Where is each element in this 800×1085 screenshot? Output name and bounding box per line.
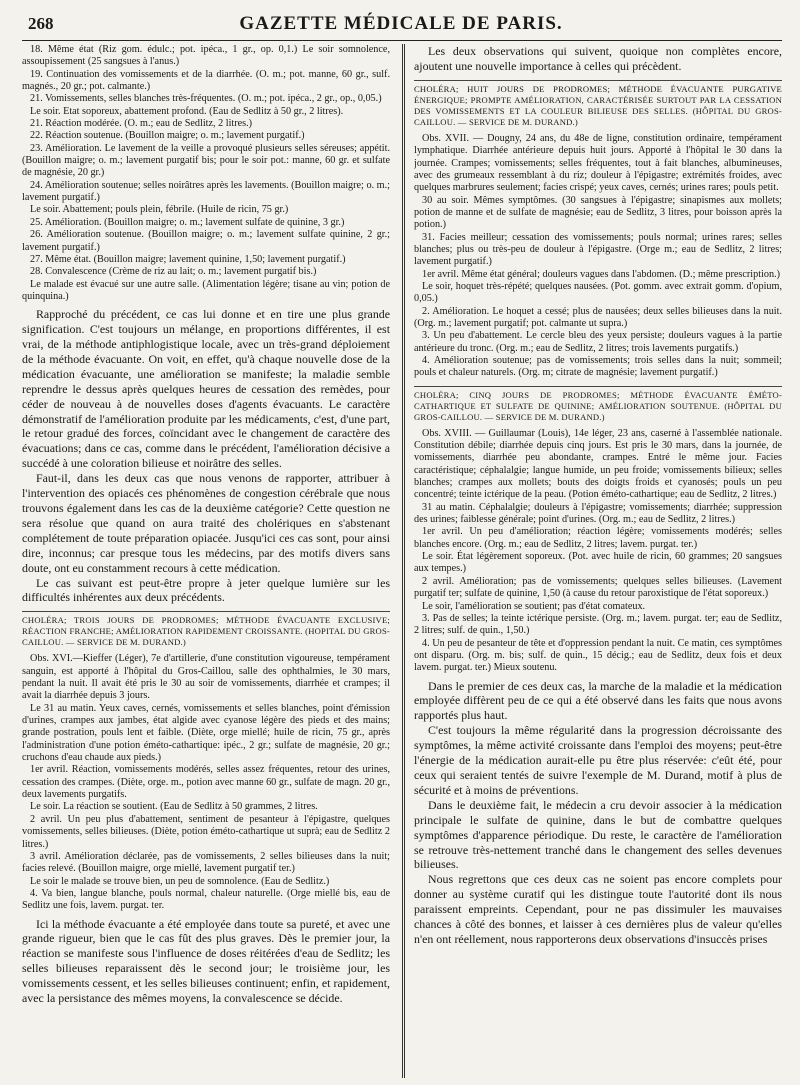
- case16-heading: CHOLÉRA; TROIS JOURS DE PRODROMES; MÉTHODE ÉVACUANTE EXCLUSIVE; RÉACTION FRANCHE; AMÉLIORATION RAPIDEMENT CROISSANTE. (HOPITAL DU GROS-CAILLOU. — SERVICE DE M. DURAND.): [22, 615, 390, 648]
- paragraph: 25. Amélioration. (Bouillon maigre; o. m.; lavement sulfate de quinine, 3 gr.): [30, 216, 345, 228]
- paragraph: Les deux observations qui suivent, quoique non complètes encore, ajoutent une nouvelle importance à celles qui précèdent.: [414, 44, 782, 73]
- paragraph: 3. Pas de selles; la teinte ictérique persiste. (Org. m.; lavem. purgat. ter; eau de Sedlitz, 2 litres; sulf. de quin., 1,50.): [414, 612, 782, 637]
- paragraph: Le cas suivant est peut-être propre à jeter quelque lumière sur les difficultés inhérentes aux deux précédents.: [22, 575, 390, 605]
- page-number: 268: [28, 14, 54, 33]
- paragraph: Nous regrettons que ces deux cas ne soient pas encore complets pour donner au système curatif qui les distingue toute l'autorité dont ils nous paraissent empreints. Cependant, pour ne pas dissimuler les mauvaises chances à côté des bonnes, et laisser à ces dernières plus de valeur qu'elles n'en ont réellement, nous rapporterons deux observations d'insuccès prises: [414, 872, 782, 946]
- closing-left: [22, 917, 390, 1006]
- closing-right: [414, 679, 782, 947]
- paragraph: 4. Un peu de pesanteur de tête et d'oppression pendant la nuit. Ce matin, ces symptômes ont disparu. (Org. m. bis; sulf. de quin., 15 décig.; eau de Sedlitz, deux fois et deux lavem. purgat. ter.) Mieux soutenu.: [414, 637, 782, 674]
- case15-days: [22, 44, 390, 303]
- page-header: [22, 10, 780, 40]
- paragraph: 4. Amélioration soutenue; pas de vomissements; trois selles dans la nuit; sommeil; pouls et chaleur naturels. (Org. m; citrate de magnésie; lavement purgatif.): [414, 355, 782, 379]
- paragraph: Le soir. La réaction se soutient. (Eau de Sedlitz à 50 grammes, 2 litres.: [30, 801, 318, 813]
- case18-body: [414, 428, 782, 675]
- paragraph: Le 31 au matin. Yeux caves, cernés, vomissements et selles blanches, point d'émission d'urines, crampes aux jambes, état algide avec cyanose légère des pieds et des mains; grande postration, pouls lent et faible. (Diète, orge miellé; huile de ricin, 75 gr., après l'administration d'une potion éméto-cathartique: ipéc., 2 gr.; sulfate de magnésie, 20 gr.; cruchons d'eau chaude aux pieds.): [22, 702, 390, 764]
- paragraph: 19. Continuation des vomissements et de la diarrhée. (O. m.; pot. manne, 60 gr., sulf. magnés., 20 gr.; pot. calmante.): [22, 68, 390, 93]
- paragraph: 2 avril. Un peu plus d'abattement, sentiment de pesanteur à l'épigastre, quelques vomissements, selles bilieuses. (Diète, potion éméto-cathartique ut suprà; eau de Sedlitz 2 litres.): [22, 813, 390, 850]
- paragraph: 31 au matin. Céphalalgie; douleurs à l'épigastre; vomissements; diarrhée; suppression des urines; faiblesse générale; point d'urines. (Org. m.; eau de Sedlitz, 2 litres.): [414, 501, 782, 526]
- paragraph: 3. Un peu d'abattement. Le cercle bleu des yeux persiste; douleurs vagues à la partie antérieure du tronc. (Org. m.; eau de Sedlitz, 2 litres; trois lavements purgatifs.): [414, 330, 782, 354]
- paragraph: 18. Même état (Riz gom. édulc.; pot. ipéca., 1 gr., op. 0,1.) Le soir somnolence, assoupissement (25 sangsues à l'anus.): [22, 44, 390, 68]
- paragraph: Le soir. Abattement; pouls plein, fébrile. (Huile de ricin, 75 gr.): [30, 204, 289, 216]
- right-column: [414, 44, 782, 1078]
- paragraph: Dans le premier de ces deux cas, la marche de la maladie et la médication employée diffèrent peu de ce qui a été observé dans les faits que nous avons rapportés plus haut.: [414, 678, 782, 723]
- paragraph: 27. Même état. (Bouillon maigre; lavement quinine, 1,50; lavement purgatif.): [30, 253, 346, 265]
- column-separator: [402, 44, 405, 1078]
- paragraph: 1er avril. Même état général; douleurs vagues dans l'abdomen. (D.; même prescription.): [422, 268, 780, 280]
- paragraph: Le soir, hoquet très-répété; quelques nausées. (Pot. gomm. avec extrait gomm. d'opium, 0,05.): [414, 280, 782, 305]
- paragraph: 21. Réaction modérée. (O. m.; eau de Sedlitz, 2 litres.): [30, 118, 253, 130]
- paragraph: Le soir. État légèrement soporeux. (Pot. avec huile de ricin, 60 grammes; 20 sangsues aux tempes.): [414, 551, 782, 575]
- paragraph: Le soir, l'amélioration se soutient; pas d'état comateux.: [422, 600, 646, 612]
- paragraph: 3 avril. Amélioration déclarée, pas de vomissements, 2 selles bilieuses dans la nuit; facies relevé. (Bouillon maigre, orge miellé, lavement purgatif ter.): [22, 850, 390, 875]
- case-heading: [22, 611, 390, 648]
- paragraph: 21. Vomissements, selles blanches très-fréquentes. (O. m.; pot. ipéca., 2 gr., op., 0,05.): [30, 93, 382, 105]
- paragraph: 24. Amélioration soutenue; selles noirâtres après les lavements. (Bouillon maigre; o. m.; lavement purgatif.): [22, 179, 390, 204]
- paragraph: Faut-il, dans les deux cas que nous venons de rapporter, attribuer à l'intervention des opiacés ces phénomènes de congestion cérébrale que nous trouvons également dans les cas de la deuxième catégorie? Cette question ne sera résolue que quand on aura traité des cholériques en s'abstenant complétement de toute préparation opiacée. Jusqu'ici ces cas sont, pour ainsi dire, inconnus; car presque tous les médecins, par des motifs divers sans doute, ont eu constamment recours à cette médication.: [22, 471, 390, 575]
- paragraph: Le soir. Etat soporeux, abattement profond. (Eau de Sedlitz à 50 gr., 2 litres).: [30, 105, 344, 117]
- paragraph: 30 au soir. Mêmes symptômes. (30 sangsues à l'épigastre; sinapismes aux mollets; potion de manne et de sulfate de magnésie; eau de Sedlitz, 3 litres, pour boisson après la potion.): [414, 194, 782, 231]
- case18-heading: CHOLÉRA; CINQ JOURS DE PRODROMES; MÉTHODE ÉVACUANTE ÉMÉTO-CATHARTIQUE ET SULFATE DE QUININE; AMÉLIORATION SOUTENUE. (HÔPITAL DU GROS-CAILLOU. — SERVICE DE M. DURAND.): [414, 389, 782, 422]
- paragraph: 22. Réaction soutenue. (Bouillon maigre; o. m.; lavement purgatif.): [30, 130, 305, 142]
- paragraph: 26. Amélioration soutenue. (Bouillon maigre; o. m.; lavement sulfate quinine, 2 gr.; lavement purgatif.): [22, 229, 390, 253]
- case17-body: [414, 133, 782, 380]
- case17-heading: CHOLÉRA; HUIT JOURS DE PRODROMES; MÉTHODE ÉVACUANTE PURGATIVE ÉNERGIQUE; PROMPTE AMÉLIORATION, CARACTÉRISÉE SURTOUT PAR LA CESSATION DES VOMISSEMENTS ET LA COULEUR BILIEUSE DES SELLES. (HÔPITAL DU GROS-CAILLOU. — SERVICE DE M. DURAND.): [414, 83, 782, 127]
- paragraph: Dans le deuxième fait, le médecin a cru devoir associer à la médication principale le sulfate de quinine, dans le but de combattre quelques symptômes d'apparence périodique. Du reste, le caractère de l'amélioration se retrouve très-nettement tranché dans le changement des selles devenues bilieuses.: [414, 797, 782, 872]
- paragraph: 31. Facies meilleur; cessation des vomissements; pouls normal; urines rares; selles blanches; plus ou très-peu de douleur à l'épigastre. (Orge m.; eau de Sedlitz, 2 litres; lavement purgatif.): [414, 231, 782, 268]
- case-heading: [414, 80, 782, 128]
- paragraph: 1er avril. Un peu d'amélioration; réaction légère; vomissements modérés; selles blanches encore. (Org. m.; eau de Sedlitz, 2 litres; lavem. purgat. ter.): [414, 526, 782, 550]
- paragraph: 23. Amélioration. Le lavement de la veille a provoqué plusieurs selles séreuses; appétit. (Bouillon maigre; o. m.; lavement purgatif bis; pour le soir pot.: manne, 60 gr. et sulfate de magnésie, 20 gr.): [22, 142, 390, 179]
- paragraph: 4. Va bien, langue blanche, pouls normal, chaleur naturelle. (Orge miellé bis, eau de Sedlitz une fois, lavem. purgat. ter.: [22, 887, 390, 912]
- paragraph: 1er avril. Réaction, vomissements modérés, selles assez fréquentes, retour des urines, cessation des crampes. (Diète, orge. m., potion avec manne 60 gr., sulfate de magn. 20 gr., deux lavements purgatifs.: [22, 764, 390, 801]
- case16-body: [22, 653, 390, 912]
- paragraph: Obs. XVI.—Kieffer (Léger), 7e d'artillerie, d'une constitution vigoureuse, tempérament sanguin, est apporté à l'hôpital du Gros-Caillou, salle des ophthalmies, le 30 mars, pendant la nuit. Il avait été pris le 30 au soir de vomissements, diarrhée et crampes; il avait la diarrhée depuis 3 jours.: [22, 653, 390, 702]
- commentary: [22, 307, 390, 605]
- paragraph: Obs. XVIII. — Guillaumar (Louis), 14e léger, 23 ans, caserné à l'assemblée nationale. Constitution débile; diarrhée depuis cinq jours. Est pris le 30 mars, dans la journée, de vomissements, diarrhée peu abondante, crampes. Entré le même jour. Facies caractéristique; céphalalgie; langue humide, un peu froide; vomissements bilieux; selles blanches; crampes aux mollets; bouts des doigts froids et cyanosés; pouls un peu concentré; teinte ictérique de la peau. (Potion éméto-cathartique; eau de Sedlitz, 2 litres.): [414, 427, 782, 501]
- paragraph: Rapproché du précédent, ce cas lui donne et en tire une plus grande signification. C'est toujours un mélange, en proportions différentes, il est vrai, de la méthode antiphlogistique locale, avec un très-grand déploiement de la méthode évacuante. On voit, en effet, qu'à chaque nouvelle dose de la médication évacuante, une amélioration se manifeste; la maladie semble reprendre le dessus après quelques heures de cessation des remèdes, pour céder de nouveau à de nouvelles doses d'agents évacuants. Le caractère démonstratif de l'amélioration produite par les médicaments, c'est, d'une part, le retour gradué des forces, coïncidant avec le changement de caractère des évacuations; dans ce cas, comme dans le précédent, l'amélioration décisive a succédé à une coloration bilieuse et noirâtre des selles.: [22, 307, 390, 471]
- paragraph: 2 avril. Amélioration; pas de vomissements; quelques selles bilieuses. (Lavement purgatif ter; sulfate de quinine, 1,50 (à cause du retour paroxistique de l'état soporeux.): [414, 575, 782, 600]
- header-rule: [22, 40, 782, 41]
- paragraph: Le malade est évacué sur une autre salle. (Alimentation légère; tisane au vin; potion de quinquina.): [22, 278, 390, 302]
- journal-title: GAZETTE MÉDICALE DE PARIS.: [239, 13, 563, 34]
- paragraph: 28. Convalescence (Crème de riz au lait; o. m.; lavement purgatif bis.): [30, 266, 317, 278]
- paragraph: 2. Amélioration. Le hoquet a cessé; plus de nausées; deux selles bilieuses dans la nuit. (Org. m.; lavement purgatif; pot. calmante ut supra.): [414, 305, 782, 329]
- left-column: [22, 44, 390, 1078]
- paragraph: Obs. XVII. — Dougny, 24 ans, du 48e de ligne, constitution ordinaire, tempérament lymphatique. Diarrhée antérieure depuis huit jours. Apporté à l'hôpital le 30 dans la journée. Crampes; vomissements; selles fréquentes, tout à fait blanches, albumineuses, avec des grumeaux ressemblant à du riz; douleur à l'épigastre; extrémités froides, avec quelques marbrures seulement; facies crispé; yeux caves, cernés; urines rares; pouls petit.: [414, 132, 782, 194]
- case-heading: [414, 386, 782, 423]
- paragraph: Ici la méthode évacuante a été employée dans toute sa pureté, et avec une grande rigueur, bien que le cas fût des plus graves. Dès le premier jour, la réaction se manifeste sous l'influence de doses réitérées d'eau de Sedlitz; les selles bilieuses reparaissent dès le second jour; le troisième jour, les vomissements cessent, et les selles bilieuses continuent; enfin, et rapidement, avec la persistance des mêmes moyens, la convalescence se décide.: [22, 916, 390, 1006]
- paragraph: C'est toujours la même régularité dans la progression décroissante des symptômes, la même activité croissante dans l'emploi des moyens; peut-être l'énergie de la médication aurait-elle pu être plus réservée: c'eût été, pour ceux qui seraient tentés de suivre l'exemple de M. Durand, motif à plus de sécurité et à moins de préventions.: [414, 723, 782, 797]
- intro: [414, 44, 782, 74]
- paragraph: Le soir le malade se trouve bien, un peu de somnolence. (Eau de Sedlitz.): [30, 875, 330, 887]
